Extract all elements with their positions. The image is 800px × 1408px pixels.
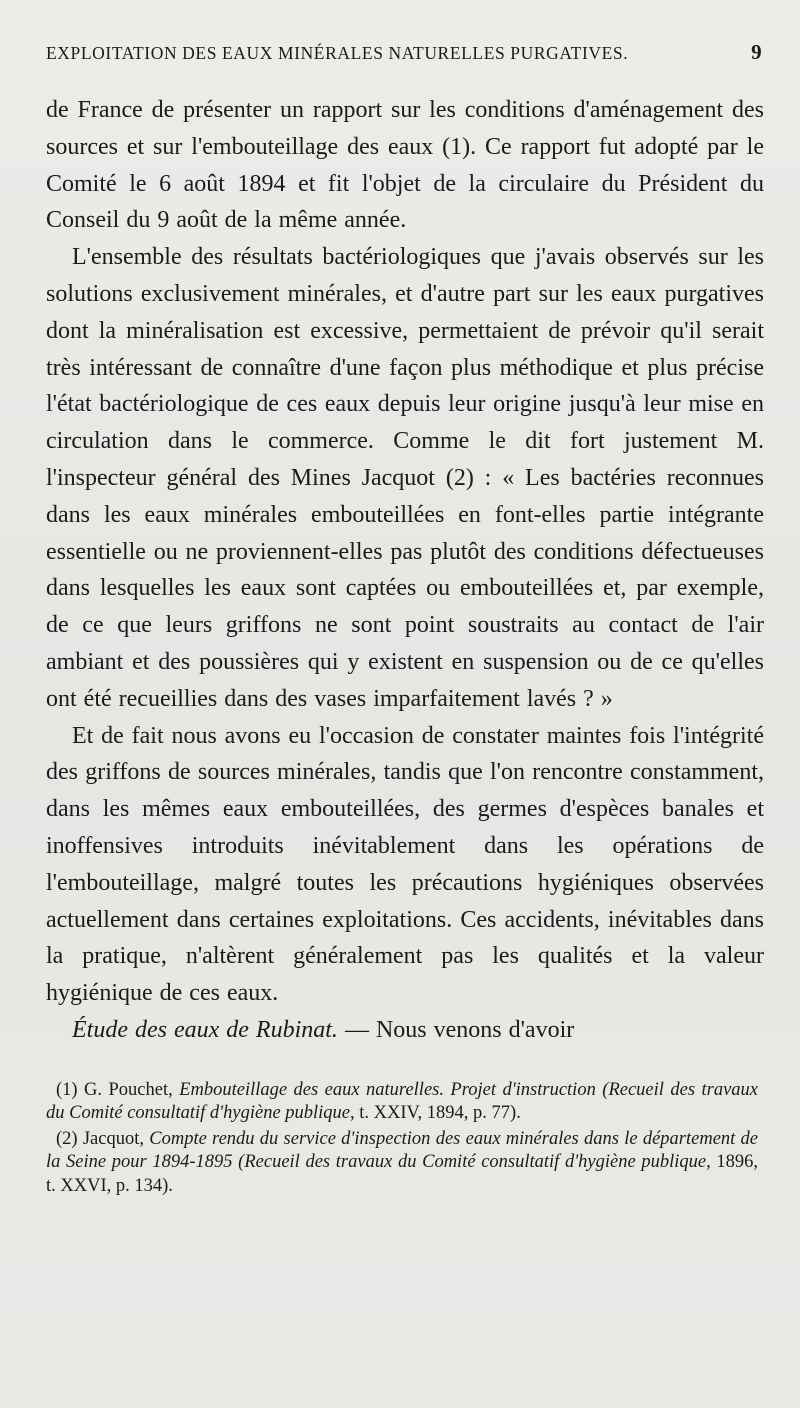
body-text [46,92,764,1049]
paragraph-3: Et de fait nous avons eu l'occasion de constater maintes fois l'intégrité des griffons de sources minérales, tandis que l'on rencontre constamment, dans les mêmes eaux embouteillées, des germes d'espèces banales et inoffensives introduits inévitablement dans les opérations de l'embouteillage, malgré toutes les précautions hygiéniques observées actuellement dans certaines exploitations. Ces accidents, inévitables dans la pratique, n'altèrent généralement pas les qualités et la valeur hygiénique de ces eaux. [46,722,764,1007]
footnote-2 [46,1128,758,1199]
footnote-1-title: Embouteillage des eaux naturelles. Projet d'instruction (Recueil des travaux du Comité consultatif d'hygiène publique, [46,1079,759,1124]
footnotes [46,1079,764,1199]
footnote-1-marker: (1) [56,1079,78,1100]
paragraph-1: de France de présenter un rapport sur les conditions d'aménagement des sources et sur l'embouteillage des eaux (1). Ce rapport fut adopté par le Comité le 6 août 1894 et fit l'objet de la circulaire du Président du Conseil du 9 août de la même année. [46,97,764,234]
footnote-2-title: Compte rendu du service d'inspection des eaux minérales dans le département de la Seine pour 1894-1895 (Recueil des travaux du Comité consultatif d'hygiène publique, [46,1128,759,1173]
section-heading-rubinat: Étude des eaux de Rubinat. [72,1016,338,1043]
footnote-1 [46,1079,758,1126]
footnote-2-author: Jacquot, [82,1128,144,1149]
paragraph-4 [46,1012,764,1049]
footnote-2-marker: (2) [56,1128,78,1149]
footnote-1-ref: t. XXIV, 1894, p. 77). [359,1103,521,1124]
paragraph-2: L'ensemble des résultats bactériologiques que j'avais observés sur les solutions exclusivement minérales, et d'autre part sur les eaux purgatives dont la minéralisation est excessive, permettaient de prévoir qu'il serait très intéressant de connaître d'une façon plus méthodique et plus précise l'état bactériologique de ces eaux depuis leur origine jusqu'à leur mise en circulation dans le commerce. Comme le dit fort justement M. l'inspecteur général des Mines Jacquot (2) : « Les bactéries reconnues dans les eaux minérales embouteillées en font-elles partie intégrante essentielle ou ne proviennent-elles pas plutôt des conditions défectueuses dans lesquelles les eaux sont captées ou embouteillées et, par exemple, de ce que leurs griffons ne sont point soustraits au contact de l'air ambiant et des poussières qui y existent en suspension ou de ce qu'elles ont été recueillies dans des vases imparfaitement lavés ? » [46,244,764,712]
footnote-1-author: G. Pouchet, [84,1079,173,1100]
paragraph-4-text: — Nous venons d'avoir [337,1016,575,1043]
running-head [46,38,764,80]
footnote-2-ref: 1896, t. XXVI, p. 134). [46,1152,758,1196]
running-title: EXPLOITATION DES EAUX MINÉRALES NATURELLES PURGATIVES. [46,43,629,63]
page-number: 9 [751,40,762,64]
